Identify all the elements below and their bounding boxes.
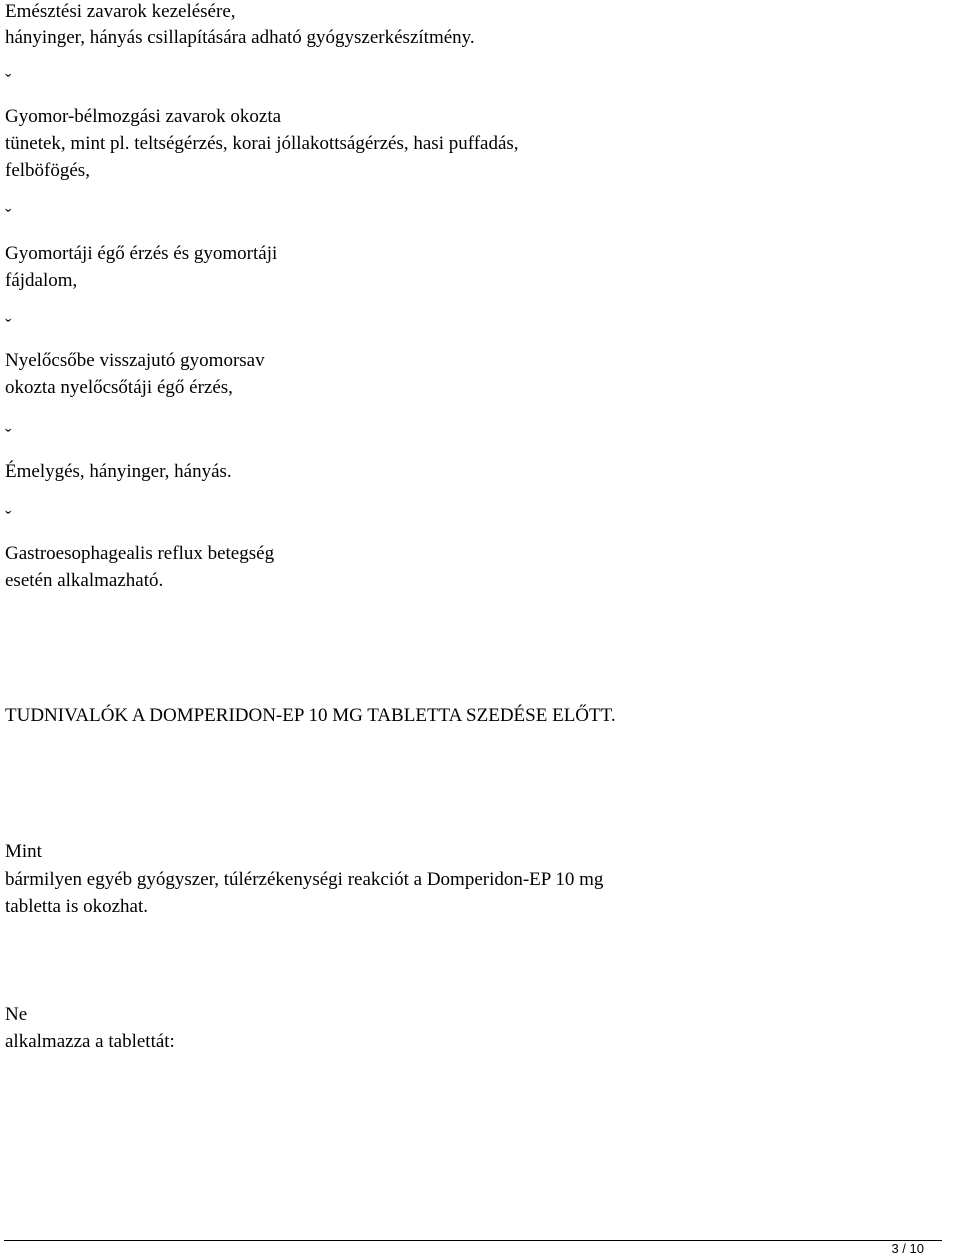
bullet-marker: ˇ bbox=[5, 426, 12, 447]
section-heading: TUDNIVALÓK A DOMPERIDON-EP 10 MG TABLETTA SZEDÉSE ELŐTT. bbox=[5, 705, 616, 726]
indication-1-line-2: tünetek, mint pl. teltségérzés, korai jóllakottságérzés, hasi puffadás, bbox=[5, 133, 519, 154]
indication-5-line-1: Gastroesophagealis reflux betegség bbox=[5, 543, 275, 564]
indication-1-line-1: Gyomor-bélmozgási zavarok okozta bbox=[5, 106, 282, 127]
allergy-note-line-2: bármilyen egyéb gyógyszer, túlérzékenységi reakciót a Domperidon-EP 10 mg bbox=[5, 869, 604, 890]
intro-line-1: Emésztési zavarok kezelésére, bbox=[5, 1, 236, 22]
indication-2-line-2: fájdalom, bbox=[5, 270, 78, 291]
indication-1-line-3: felböfögés, bbox=[5, 160, 90, 181]
allergy-note-line-3: tabletta is okozhat. bbox=[5, 896, 148, 917]
indication-5-line-2: esetén alkalmazható. bbox=[5, 570, 164, 591]
indication-4-line-1: Émelygés, hányinger, hányás. bbox=[5, 461, 232, 482]
intro-line-2: hányinger, hányás csillapítására adható gyógyszerkészítmény. bbox=[5, 27, 475, 48]
bullet-marker: ˇ bbox=[5, 316, 12, 337]
allergy-note-line-1: Mint bbox=[5, 841, 42, 862]
indication-3-line-2: okozta nyelőcsőtáji égő érzés, bbox=[5, 377, 233, 398]
footer-divider bbox=[4, 1240, 942, 1241]
bullet-marker: ˇ bbox=[5, 508, 12, 529]
page-number: 3 / 10 bbox=[891, 1241, 924, 1256]
indication-2-line-1: Gyomortáji égő érzés és gyomortáji bbox=[5, 243, 278, 264]
contraindication-intro-line-1: Ne bbox=[5, 1004, 28, 1025]
bullet-marker: ˇ bbox=[5, 71, 12, 92]
indication-3-line-1: Nyelőcsőbe visszajutó gyomorsav bbox=[5, 350, 265, 371]
bullet-marker: ˇ bbox=[5, 206, 12, 227]
contraindication-intro-line-2: alkalmazza a tablettát: bbox=[5, 1031, 175, 1052]
